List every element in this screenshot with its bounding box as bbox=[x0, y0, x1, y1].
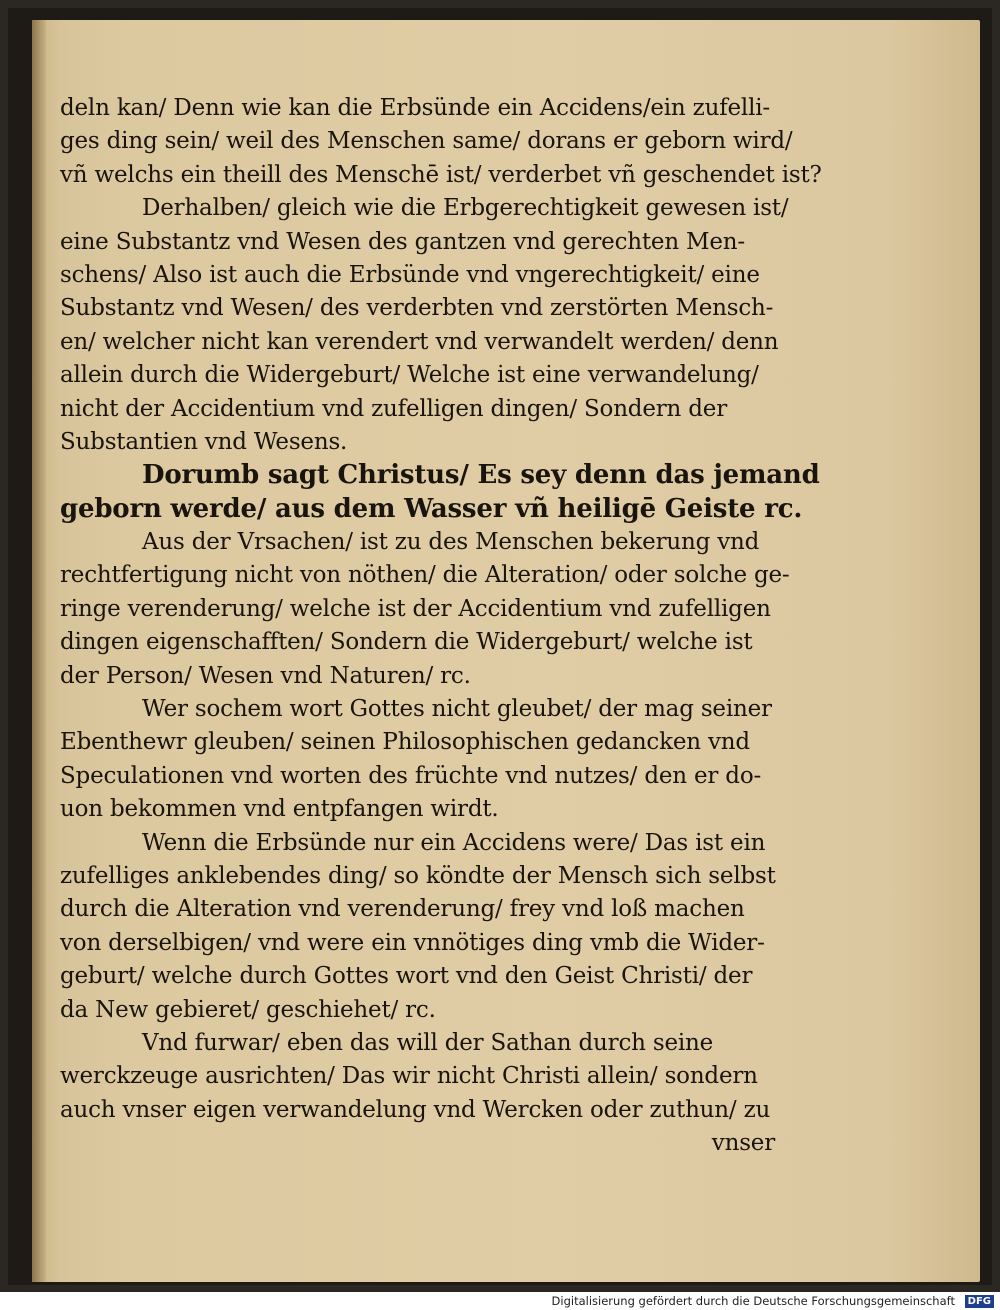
text-line: Wer sochem wort Gottes nicht gleubet/ der mag seiner bbox=[142, 696, 772, 723]
text-line: en/ welcher nicht kan verendert vnd verwandelt werden/ denn bbox=[60, 328, 779, 355]
text-line: vñ welchs ein theill des Menschē ist/ verderbet vñ geschendet ist? bbox=[60, 161, 822, 188]
catchword: vnser bbox=[711, 1130, 775, 1157]
text-line: durch die Alteration vnd verenderung/ frey vnd loß machen bbox=[60, 896, 745, 923]
text-line: werckzeuge ausrichten/ Das wir nicht Christi allein/ sondern bbox=[60, 1063, 758, 1090]
page-text bbox=[60, 92, 822, 1161]
text-line: da New gebieret/ geschiehet/ rc. bbox=[60, 996, 436, 1023]
text-line: ges ding sein/ weil des Menschen same/ dorans er geborn wird/ bbox=[60, 128, 793, 155]
text-line: auch vnser eigen verwandelung vnd Wercken oder zuthun/ zu bbox=[60, 1096, 771, 1123]
text-line: allein durch die Widergeburt/ Welche ist eine verwandelung/ bbox=[60, 362, 759, 389]
text-line: dingen eigenschafften/ Sondern die Widergeburt/ welche ist bbox=[60, 629, 753, 656]
text-line: ringe verenderung/ welche ist der Accidentium vnd zufelligen bbox=[60, 595, 771, 622]
text-line: eine Substantz vnd Wesen des gantzen vnd gerechten Men- bbox=[60, 228, 745, 255]
text-line: zufelliges anklebendes ding/ so köndte der Mensch sich selbst bbox=[60, 862, 776, 889]
funding-credit: Digitalisierung gefördert durch die Deutsche Forschungsgemeinschaft bbox=[551, 1294, 955, 1308]
quote-line: Dorumb sagt Christus/ Es sey denn das jemand bbox=[142, 460, 820, 491]
text-line: schens/ Also ist auch die Erbsünde vnd vngerechtigkeit/ eine bbox=[60, 261, 760, 288]
dfg-logo: DFG bbox=[965, 1295, 994, 1308]
text-line: geburt/ welche durch Gottes wort vnd den Geist Christi/ der bbox=[60, 963, 753, 990]
text-line: Substantien vnd Wesens. bbox=[60, 428, 348, 455]
text-line: rechtfertigung nicht von nöthen/ die Alteration/ oder solche ge- bbox=[60, 562, 790, 589]
text-line: der Person/ Wesen vnd Naturen/ rc. bbox=[60, 662, 471, 689]
quote-line: geborn werde/ aus dem Wasser vñ heiligē Geiste rc. bbox=[60, 493, 803, 524]
text-line: Derhalben/ gleich wie die Erbgerechtigkeit gewesen ist/ bbox=[142, 195, 789, 222]
text-line: nicht der Accidentium vnd zufelligen dingen/ Sondern der bbox=[60, 395, 727, 422]
text-line: von derselbigen/ vnd were ein vnnötiges ding vmb die Wider- bbox=[60, 929, 765, 956]
text-line: Wenn die Erbsünde nur ein Accidens were/ Das ist ein bbox=[142, 829, 766, 856]
text-line: deln kan/ Denn wie kan die Erbsünde ein Accidens/ein zufelli- bbox=[60, 95, 770, 121]
text-line: uon bekommen vnd entpfangen wirdt. bbox=[60, 796, 499, 823]
text-line: Speculationen vnd worten des früchte vnd nutzes/ den er do- bbox=[60, 762, 762, 789]
text-line: Ebenthewr gleuben/ seinen Philosophischen gedancken vnd bbox=[60, 729, 750, 756]
footer-bar bbox=[0, 1292, 1000, 1310]
text-line: Aus der Vrsachen/ ist zu des Menschen bekerung vnd bbox=[142, 529, 760, 556]
page-gutter bbox=[32, 20, 46, 1282]
text-line: Substantz vnd Wesen/ des verderbten vnd zerstörten Mensch- bbox=[60, 295, 774, 322]
text-line: Vnd furwar/ eben das will der Sathan durch seine bbox=[142, 1029, 714, 1056]
